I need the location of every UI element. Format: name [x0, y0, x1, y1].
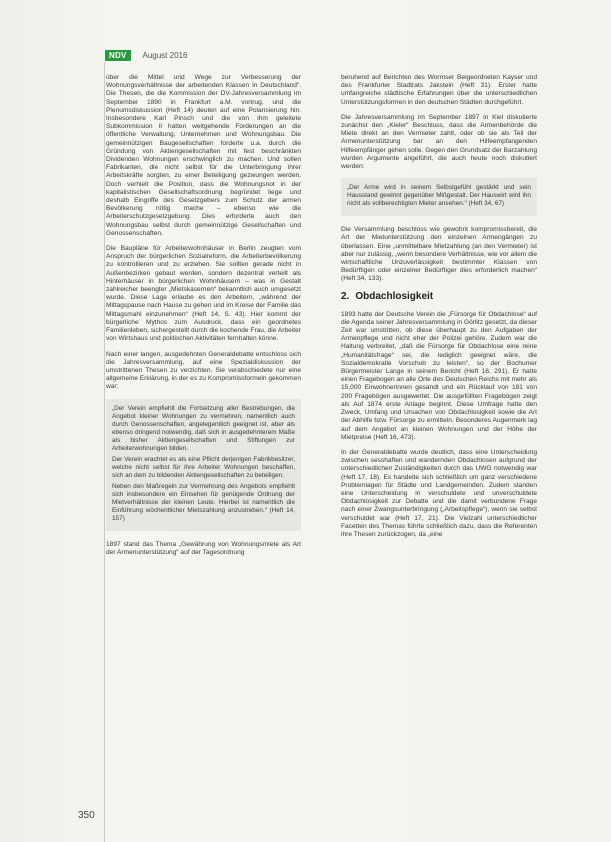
paragraph: Die Jahresversammlung im September 1897 in Kiel diskutierte zunächst den „Kieler“ Beschluss, dass die Armenbehörde die Miete direkt an den Vermieter zahlt, oder ob sie als Teil der Armenunterstützung bar an den Hilfeempfangenden Hilfeempfänger gehen solle. Gegen den Grundsatz der Barzahlung wurden Argumente angeführt, die auch heute noch diskutiert werden:	[341, 113, 537, 171]
paragraph: beruhend auf Berichten des Wormser Beigeordneten Kayser und des Frankfurter Stadtrats Jakstein (Heft 31). Erster hatte umfangreiche städtische Erfahrungen über die unterschiedlichen Unterstützungsformen in den deutschen Städten durchgeführt.	[341, 74, 537, 106]
paragraph: Nach einer langen, ausgedehnten Generaldebatte entschloss sich die Jahresversammlung, auf eine Spezialdiskussion der umstrittenen Thesen zu verzichten. Sie verabschiedete nur eine allgemeine Erklärung, in der es zu Kompromissformeln gekommen war:	[106, 350, 301, 391]
right-column	[341, 74, 537, 546]
quote-box	[106, 399, 301, 531]
section-number: 2.	[341, 290, 350, 302]
paragraph: In der Generaldebatte wurde deutlich, dass eine Unterscheidung zwischen sesshaften und wandernden Obdachlosen aufgrund der unterschiedlichen Zuständigkeiten durch das UWG notwendig war (Heft 17, 18). Es handelte sich schließlich um ganz verschiedene Problemlagen für Städte und Landgemeinden. Zudem standen eine Unterscheidung in verschuldete und unverschuldete Obdachlosigkeit zur Debatte und die damit verbundene Frage nach einer Zwangsunterbringung („Arbeitspflege“), wenn sie selbst verschuldet war (Heft 17, 21). Die Vielzahl unterschiedlicher Facetten des Themas führte schließlich dazu, dass die Referenten ihre Thesen zurückzogen, da „eine	[341, 448, 537, 538]
quote-paragraph: Der Verein erachtet es als eine Pflicht derjenigen Fabrikbesitzer, welche nicht selbst für ihre Arbeiter Wohnungen beschaffen, sich an dem zu bildenden Aktiengesellschaften zu beteiligen.	[112, 455, 295, 479]
quote-paragraph: Neben den Maßregeln zur Vermehrung des Angebots empfiehlt sich insbesondere ein Einsehen für genügende Ordnung der Mietverhältnisse der kleinen Leute. Hierbei ist namentlich die Einführung wöchentlicher Mietszahlung anzustreben.“ (Heft 14, 157)	[112, 482, 295, 522]
paragraph: 1897 stand das Thema „Gewährung von Wohnungsmiete als Art der Armenunterstützung“ auf der Tagesordnung	[106, 540, 301, 556]
paragraph: Die Baupläne für Arbeiterwohnhäuser in Berlin zeugten vom Anspruch der bürgerlichen Sozialreform, die Arbeiterbevölkerung zu kontrollieren und zu erziehen. Sie sollten gerade nicht in Außenbezirken gebaut werden, sondern dezentral verteilt als Hinterhäuser in bürgerlichen Wohnhäusern – was in Gestalt zahlreicher beengter „Mietskasernen“ bekanntlich auch umgesetzt wurde. Diese Lage erlaube es den Arbeitern, „während der Mittagspause nach Hause zu gehen und im Kreise der Familie das Mittagsmahl einzunehmen“ (Heft 14, S. 43). Hier kommt der bürgerliche Mythos zum Ausdruck, dass ein geordnetes Familienleben, sichergestellt durch die kochende Frau, die Arbeiter von Wirtshaus und politischen Aktivitäten fernhalten könne.	[106, 245, 301, 343]
section-heading	[341, 291, 537, 303]
left-column	[106, 74, 301, 564]
paragraph: über die Mittel und Wege zur Verbesserung der Wohnungsverhältnisse der arbeitenden Klassen in Deutschland“. Die Thesen, die die Kommission der DV-Jahresversammlung im September 1890 in Frankfurt a.M. vortrug, und die Plenumsdiskussion (Heft 14) deuten auf eine Polarisierung hin. Insbesondere Karl Pinsch und die von ihm geleitete Subkommission II hatten weitgehende Forderungen an die öffentliche Verwaltung, Unternehmen und Wohnungsbau. Die gemeinnützigen Baugesellschaften forderte u.a. durch die Gründung von Aktiengesellschaften mit fest beschränkten Dividenden Wohnungen erschwinglich zu machen. Und sollen Fabrikanten, die nicht selbst für die Unterbringung ihrer Arbeitskräfte sorgten, zu einer Beteiligung gezwungen werden. Doch verhielt die Position, dass die Wohnungsnot in der kapitalistischen Gesellschaftsordnung begründet liege und deshalb Eingriffe des Gesetzgebers zum Schutz der armen Bevölkerung nötig mache – ebenso wie die Arbeiterschutzgesetzgebung. Dies erforderte auch den Wohnungsbau selbst durch gemeinnützige Gesellschaften und Genossenschaften.	[106, 74, 301, 237]
paragraph: Die Versammlung beschloss wie gewohnt kompromissbereit, die Art der Mietunterstützung den einzelnen Armengängen zu überlassen. Eine „unmittelbare Mietzahlung (an den Vermieter) ist aber nur zulässig, „wenn besondere Verhältnisse, wie vor allem die wirtschaftliche Unzuverlässigkeit bestimmter Klassen von Bedürftigen oder einzelner Bedürftiger dies erforderlich machen“ (Heft 34, 133).	[341, 226, 537, 283]
vertical-rule	[104, 62, 105, 842]
section-title: Obdachlosigkeit	[355, 290, 434, 302]
page-number: 350	[78, 810, 95, 821]
quote-paragraph: „Der Arme wird in seinem Selbstgefühl gestärkt und sein Hausstand gewinnt gegenüber Mißgestalt. Der Hauswirt wird ihn nicht als vollberechtigten Mieter ansehen.“ (Heft 34, 67)	[347, 184, 531, 208]
quote-box	[341, 178, 537, 216]
paragraph: 1893 hatte der Deutsche Verein die „Fürsorge für Obdachlose“ auf die Agenda seiner Jahresversammlung in Görlitz gesetzt, da dieser Zeit war umstritten, ob diese überhaupt zu den Aufgaben der Armenpflege und nicht eher der Polizei gehöre. Zudem war die Haltung verbreitet, „daß die Fürsorge für Obdachlose eine reine „Humanitätsfrage“ sei, die lediglich geeignet wäre, die Sozialdemokratie Vorschub zu leisten“, so der Bochumer Bürgermeister Lange in seinem Bericht (Heft 16, 291). Er hatte einen Fragebogen an alle Orte des Deutschen Reichs mit mehr als 15.000 Einwohnerinnen gesandt und ein Rücklauf von 181 von 200 Fragebögen ausgewertet. Die ausgefüllten Fragebögen zeigt als Auf 1874 erste Anlage beginnt. Diese Umfrage hatte den Zweck, Umfang und Ursachen von Obdachlosigkeit sowie die Art der Abhilfe bzw. Fürsorge zu ermitteln. Besonderes Augenmerk lag auf dem Angebot an kleinen Wohnungen und der Höhe der Mietpreise (Heft 16, 473).	[341, 310, 537, 441]
quote-paragraph: „Der Verein empfiehlt die Fortsetzung aller Bestrebungen, die Angebot kleiner Wohnungen zu vermehren, namentlich auch durch Genossenschaften, angelegentlich geeignet ist, aber als ebenso dringend notwendig, daß sich in ausgedehnterem Maße als bisher Aktiengesellschaften und Stiftungen zur Arbeiterwohnungen bilden.	[112, 404, 295, 452]
page-header	[105, 48, 187, 62]
header-date: August 2016	[142, 50, 188, 60]
ndv-logo: NDV	[105, 50, 131, 61]
